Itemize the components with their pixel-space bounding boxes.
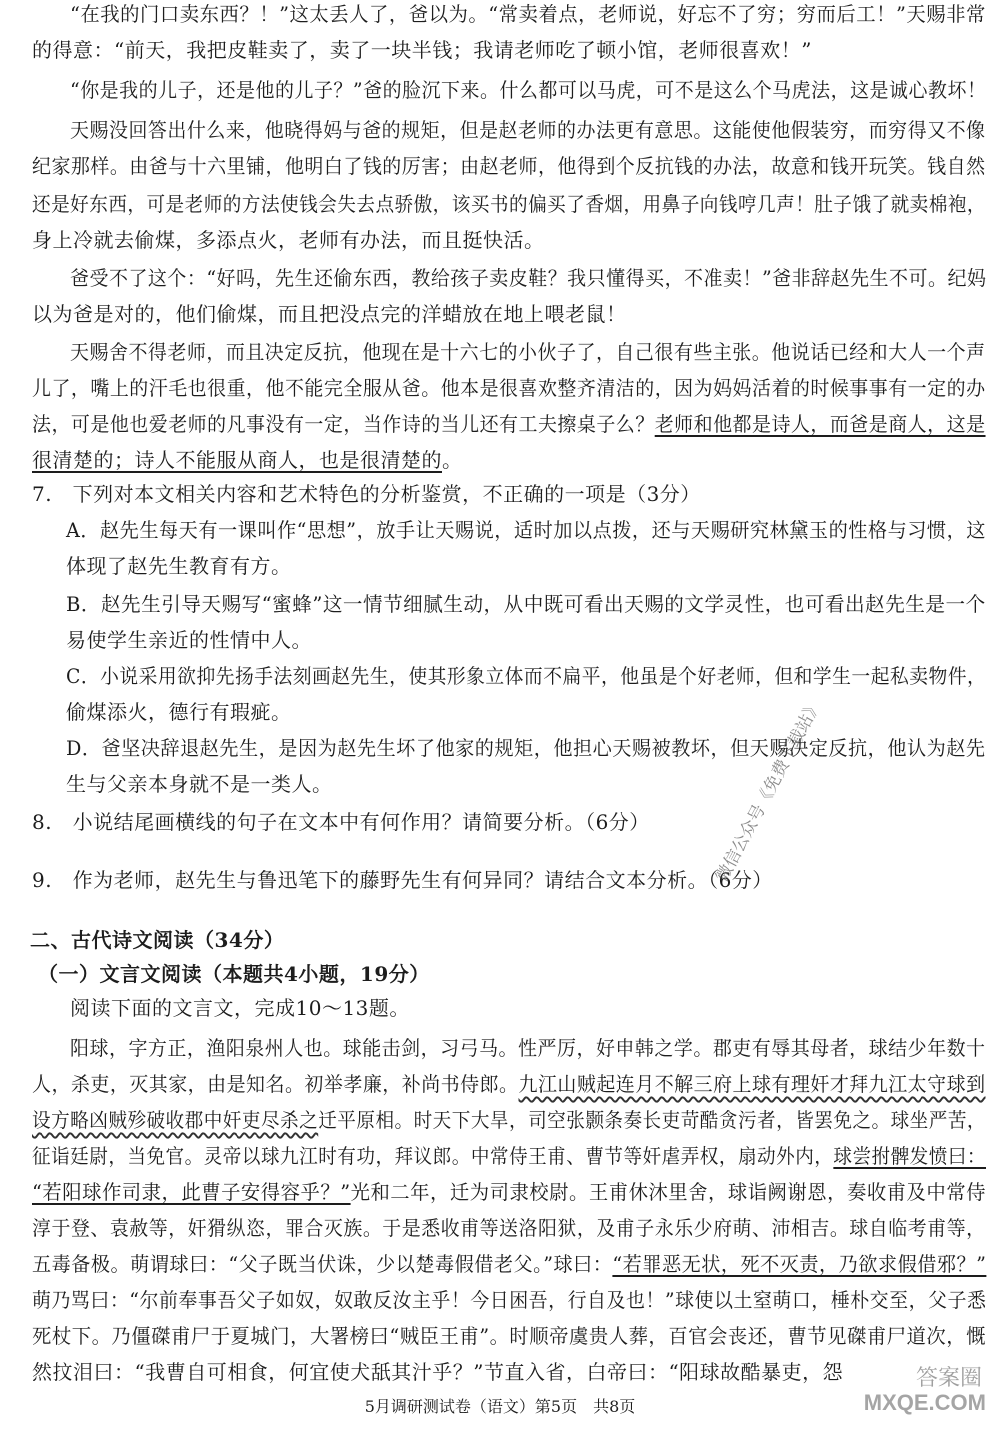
option-a: A．赵先生每天有一课叫作“思想”，放手让天赐说，适时加以点拨，还与天赐研究林黛玉的性格与习惯，这: [66, 518, 986, 542]
passage-line: 儿了，嘴上的汗毛也很重，他不能完全服从爸。他本是很喜欢整齐清洁的，因为妈妈活着的时候事事有一定的办: [32, 376, 986, 400]
classical-line: 死杖下。乃僵磔甫尸于夏城门，大署榜曰“贼臣王甫”。时顺帝虞贵人葬，百官会丧还，曹节见磔甫尸道次，慨: [32, 1324, 986, 1348]
passage-line: 纪家那样。由爸与十六里铺，他明白了钱的厉害；由赵老师，他得到个反抗钱的办法，故意和钱开玩笑。钱自然: [32, 154, 986, 178]
passage-line: 天赐舍不得老师，而且决定反抗，他现在是十六七的小伙子了，自己很有些主张。他说话已经和大人一个声: [70, 340, 986, 364]
logo-text: 答案圈: [915, 1366, 982, 1391]
question-9: 9. 作为老师，赵先生与鲁迅笔下的藤野先生有何异同？请结合文本分析。（6分）: [32, 868, 773, 892]
passage-text: 。: [442, 448, 463, 472]
instruction: 阅读下面的文言文，完成10～13题。: [70, 996, 410, 1020]
wavy-underlined-sentence: 设方略凶贼殄破收郡中奸吏尽杀之: [32, 1108, 319, 1132]
option-a-cont: 体现了赵先生教育有方。: [66, 554, 292, 578]
option-b: B．赵先生引导天赐写“蜜蜂”这一情节细腻生动，从中既可看出天赐的文学灵性，也可看出赵先生是一个: [66, 592, 986, 616]
classical-line: [32, 1070, 986, 1098]
classical-line: [32, 1250, 986, 1278]
underlined-sentence: 老师和他都是诗人，而爸是商人，这是: [654, 412, 986, 436]
passage-text: 法，可是他也爱老师的凡事没有一定，当作诗的当儿还有工夫擦桌子么？: [32, 412, 655, 436]
option-c: C．小说采用欲抑先扬手法刻画赵先生，使其形象立体而不扁平，他虽是个好老师，但和学生一起私卖物件，: [66, 664, 987, 688]
classical-line: [32, 1178, 986, 1206]
page-footer: 5月调研测试卷（语文）第5页 共8页: [364, 1397, 636, 1416]
underlined-sentence: 很清楚的；诗人不能服从商人，也是很清楚的: [32, 448, 442, 472]
passage-line: [32, 410, 986, 438]
site-logo: [827, 1362, 992, 1422]
classical-line: 萌乃骂曰：“尔前奉事吾父子如奴，奴敢反汝主乎！今日困吾，行自及也！”球使以土窒萌口，棰朴交至，父子悉: [32, 1288, 987, 1312]
classical-text: 五毒备极。萌谓球曰：“父子既当伏诛，少以楚毒假借老父。”球曰：: [32, 1252, 613, 1276]
classical-line: 淳于登、袁赦等，奸猾纵恣，罪合灭族。于是悉收甫等送洛阳狱，及甫子永乐少府萌、沛相吉。球自临考甫等，: [32, 1216, 986, 1240]
classical-text: 征诣廷尉，当免官。灵帝以球九江时有功，拜议郎。中常侍王甫、曹节等奸虐弄权，扇动外内，: [32, 1144, 834, 1168]
option-d-cont: 生与父亲本身就不是一类人。: [66, 772, 333, 796]
passage-line: 身上冷就去偷煤，多添点火，老师有办法，而且挺快活。: [32, 228, 545, 252]
question-7-stem: 7. 下列对本文相关内容和艺术特色的分析鉴赏，不正确的一项是（3分）: [32, 482, 701, 506]
passage-line: 以为爸是对的，他们偷煤，而且把没点完的洋蜡放在地上喂老鼠！: [32, 302, 627, 326]
classical-line: 阳球，字方正，渔阳泉州人也。球能击剑，习弓马。性严厉，好申韩之学。郡吏有辱其母者，球结少年数十: [70, 1036, 986, 1060]
wavy-underlined-sentence: 九江山贼起连月不解三府上球有理奸才拜九江太守球到: [518, 1072, 986, 1096]
passage-line: 的得意：“前天，我把皮鞋卖了，卖了一块半钱；我请老师吃了顿小馆，老师很喜欢！”: [32, 38, 812, 62]
passage-line: 还是好东西，可是老师的方法使钱会失去点骄傲，该买书的偏买了香烟，用鼻子向钱哼几声！肚子饿了就卖棉袍，: [32, 192, 986, 216]
passage-line: 天赐没回答出什么来，他晓得妈与爸的规矩，但是赵老师的办法更有意思。这能使他假装穷，而穷得又不像: [70, 118, 986, 142]
option-b-cont: 易使学生亲近的性情中人。: [66, 628, 312, 652]
passage-line: “你是我的儿子，还是他的儿子？”爸的脸沉下来。什么都可以马虎，可不是这么个马虎法，这是诚心教坏！: [70, 78, 987, 102]
underlined-sentence: “若阳球作司隶，此曹子安得容乎？”: [32, 1180, 351, 1204]
option-d: D．爸坚决辞退赵先生，是因为赵先生坏了他家的规矩，他担心天赐被教坏，但天赐决定反抗，他认为赵先: [66, 736, 986, 760]
classical-line: 然抆泪曰：“我曹自可相食，何宜使犬舐其汁乎？”节直入省，白帝曰：“阳球故酷暴吏，怨: [32, 1360, 844, 1384]
classical-line: [32, 1142, 986, 1170]
logo-url: MXQE.COM: [863, 1390, 986, 1415]
subsection-heading: （一）文言文阅读（本题共4小题，19分）: [38, 962, 430, 986]
classical-line: [32, 1106, 986, 1134]
passage-line: “在我的门口卖东西？！”这太丢人了，爸以为。“常卖着点，老师说，好忘不了穷；穷而后工！”天赐非常: [70, 2, 986, 26]
underlined-sentence: 球尝拊髀发愤曰：: [833, 1144, 986, 1168]
classical-text: 迁平原相。时天下大旱，司空张颢条奏长吏苛酷贪污者，皆罢免之。球坐严苦，: [318, 1108, 986, 1132]
section-heading: 二、古代诗文阅读（34分）: [30, 928, 285, 952]
question-8: 8. 小说结尾画横线的句子在文本中有何作用？请简要分析。（6分）: [32, 810, 650, 834]
classical-text: 光和二年，迁为司隶校尉。王甫休沐里舍，球诣阙谢恩，奏收甫及中常侍: [350, 1180, 986, 1204]
underlined-sentence: “若罪恶无状，死不灭责，乃欲求假借邪？”: [612, 1252, 987, 1276]
classical-text: 人，杀吏，灭其家，由是知名。初举孝廉，补尚书侍郎。: [32, 1072, 519, 1096]
passage-line: 爸受不了这个：“好吗，先生还偷东西，教给孩子卖皮鞋？我只懂得买，不准卖！”爸非辞赵先生不可。纪妈: [70, 266, 987, 290]
watermark-text: 微信公众号《免费下载站》: [712, 696, 826, 886]
passage-line: [32, 446, 463, 474]
option-c-cont: 偷煤添火，德行有瑕疵。: [66, 700, 292, 724]
